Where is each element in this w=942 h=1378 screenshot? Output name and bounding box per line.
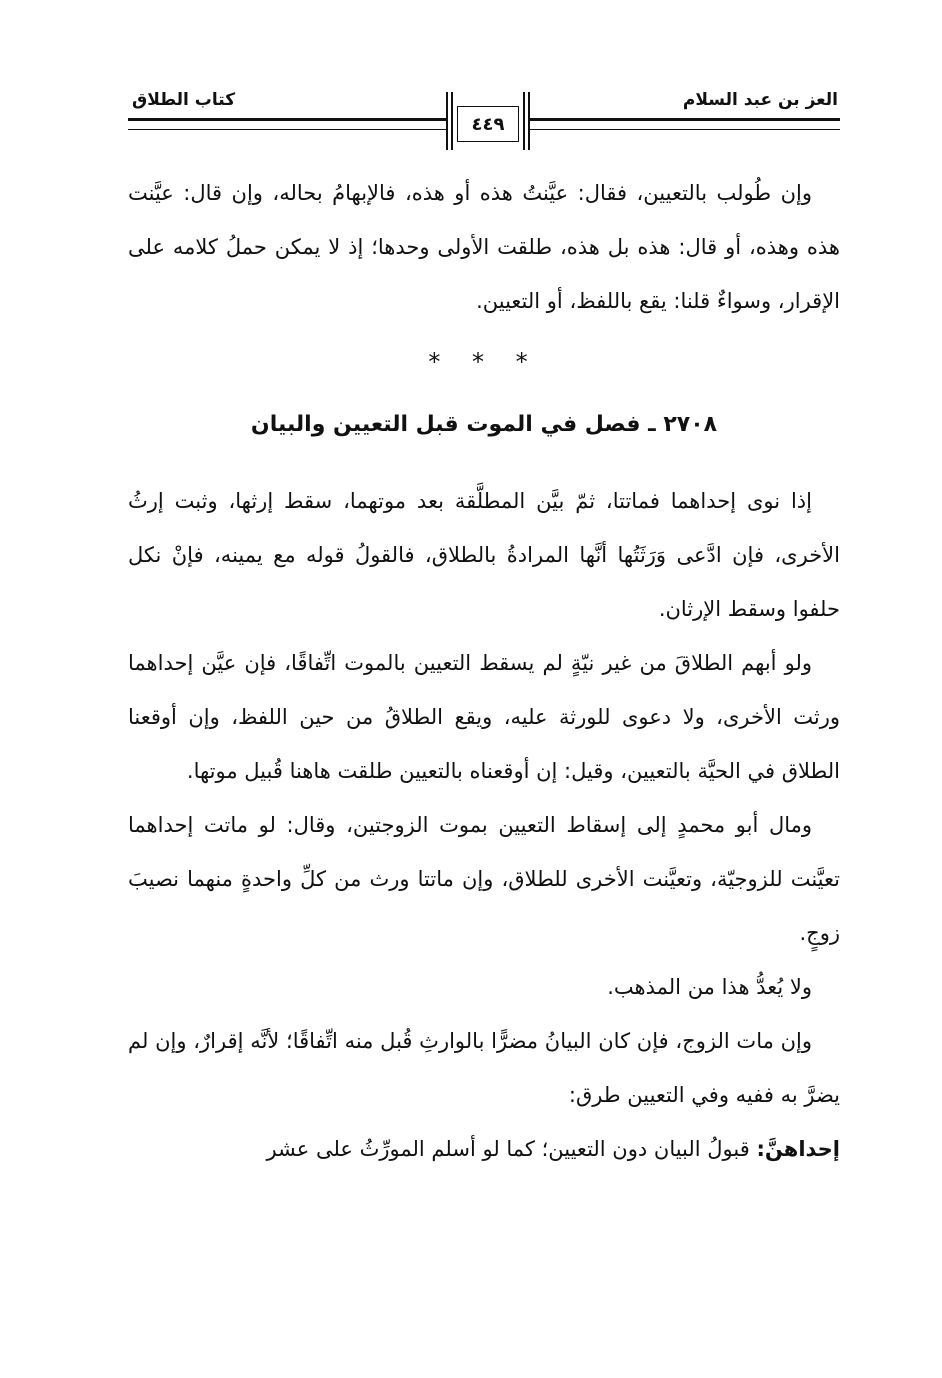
paragraph: إذا نوى إحداهما فماتتا، ثمّ بيَّن المطلَّقة بعد موتهما، سقط إرثها، وثبت إرثُ الأخرى، فإن ادَّعى وَرَثَتُها أنَّها المرادةُ بالطلاق، فالقولُ قوله مع يمينه، فإنْ نكل حلفوا وسقط الإرثان. [128,489,840,621]
running-header [128,88,840,150]
paragraph: ولو أبهم الطلاقَ من غير نيّةٍ لم يسقط التعيين بالموت اتِّفاقًا، فإن عيَّن إحداهما ورثت الأخرى، ولا دعوى للورثة عليه، ويقع الطلاقُ من حين اللفظ، وإن أوقعنا الطلاق في الحيَّة بالتعيين، وقيل: إن أوقعناه بالتعيين طلقت هاهنا قُبيل موتها. [128,651,840,783]
paragraph: وإن مات الزوج، فإن كان البيانُ مضرًّا بالوارثِ قُبل منه اتِّفاقًا؛ لأنَّه إقرارٌ، وإن لم يضرَّ به ففيه وفي التعيين طرق: [128,1029,840,1107]
page-number-frame [446,92,530,150]
intro-block [128,166,840,328]
page-number: ٤٤٩ [457,106,519,142]
header-author: العز بن عبد السلام [682,90,838,110]
header-book-title: كتاب الطلاق [132,90,236,110]
lead-term: إحداهنَّ: [756,1137,840,1161]
last-paragraph-text: قبولُ البيان دون التعيين؛ كما لو أسلم المورِّثُ على عشر [266,1137,757,1161]
section-body [128,474,840,1176]
section-heading: ٢٧٠٨ ـ فصل في الموت قبل التعيين والبيان [250,412,718,437]
paragraph-last [128,1122,840,1176]
section-separator: * * * [428,348,540,376]
paragraph: ومال أبو محمدٍ إلى إسقاط التعيين بموت الزوجتين، وقال: لو ماتت إحداهما تعيَّنت للزوجيّة، وتعيَّنت الأخرى للطلاق، وإن ماتتا ورث من كلِّ واحدةٍ منهما نصيبَ زوجٍ. [128,813,840,945]
paragraph: ولا يُعدُّ هذا من المذهب. [607,975,812,999]
frame-bar-right [523,92,530,150]
intro-paragraph: وإن طُولب بالتعيين، فقال: عيَّنتُ هذه أو هذه، فالإبهامُ بحاله، وإن قال: عيَّنت هذه وهذه، أو قال: هذه بل هذه، طلقت الأولى وحدها؛ إذ لا يمكن حملُ كلامه على الإقرار، وسواءٌ قلنا: يقع باللفظ، أو التعيين. [128,181,840,313]
frame-bar-left [446,92,453,150]
